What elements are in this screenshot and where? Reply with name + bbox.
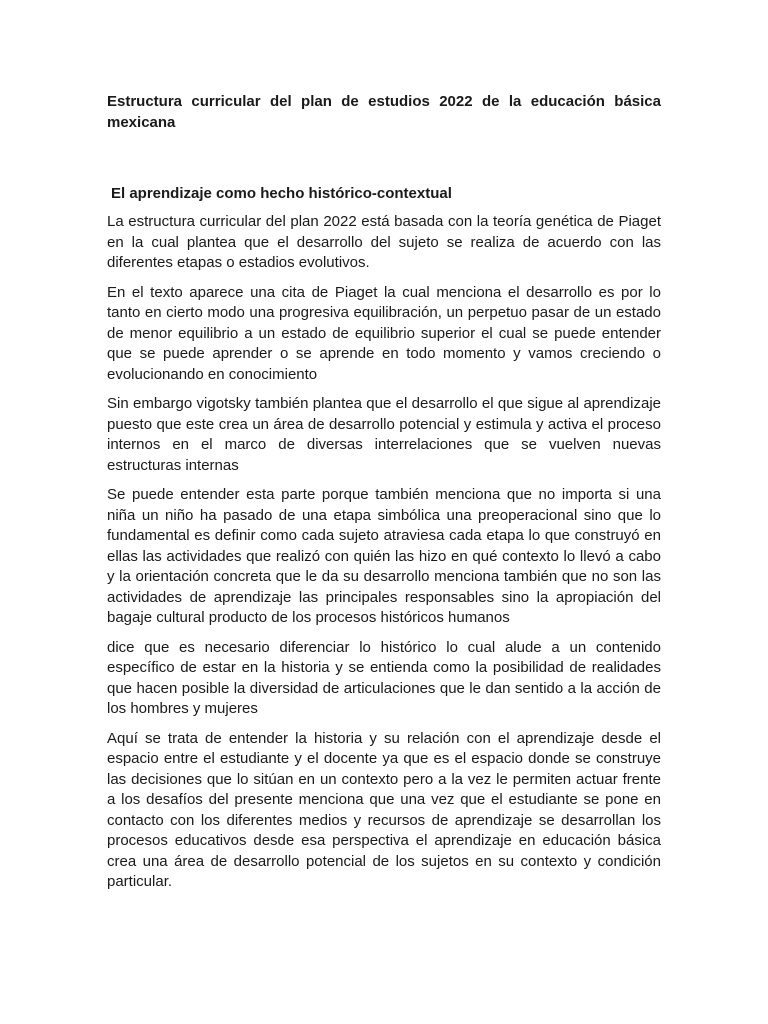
document-title: Estructura curricular del plan de estudios 2022 de la educación básica mexicana — [107, 93, 661, 131]
paragraph-6: Aquí se trata de entender la historia y su relación con el aprendizaje desde el espacio entre el estudiante y el docente ya que es el espacio donde se construye las decisiones que lo sitúan en un contexto pero a la vez le permiten actuar frente a los desafíos del presente menciona que una vez que el estudiante se pone en contacto con los diferentes medios y recursos de aprendizaje se desarrollan los procesos educativos desde esa perspectiva el aprendizaje en educación básica crea una área de desarrollo potencial de los sujetos en su contexto y condición particular. — [107, 729, 661, 890]
paragraph-3: Sin embargo vigotsky también plantea que el desarrollo el que sigue al aprendizaje puesto que este crea un área de desarrollo potencial y estimula y activa el proceso internos en el marco de diversas interrelaciones que se vuelven nuevas estructuras internas — [107, 395, 661, 474]
section-heading: El aprendizaje como hecho histórico-contextual — [111, 185, 452, 202]
paragraph-1: La estructura curricular del plan 2022 está basada con la teoría genética de Piaget en la cual plantea que el desarrollo del sujeto se realiza de acuerdo con las diferentes etapas o estadios evolutivos. — [107, 213, 661, 271]
document-page — [107, 91, 661, 893]
paragraph-4: Se puede entender esta parte porque también menciona que no importa si una niña un niño ha pasado de una etapa simbólica una preoperacional sino que lo fundamental es definir como cada sujeto atraviesa cada etapa lo que construyó en ellas las actividades que realizó con quién las hizo en qué contexto lo llevó a cabo y la orientación concreta que le da su desarrollo menciona también que no son las actividades de aprendizaje las principales responsables sino la apropiación del bagaje cultural producto de los procesos históricos humanos — [107, 486, 661, 626]
paragraph-2: En el texto aparece una cita de Piaget la cual menciona el desarrollo es por lo tanto en cierto modo una progresiva equilibración, un perpetuo pasar de un estado de menor equilibrio a un estado de equilibrio superior el cual se puede entender que se puede aprender o se aprende en todo momento y vamos creciendo o evolucionando en conocimiento — [107, 283, 661, 383]
paragraph-5: dice que es necesario diferenciar lo histórico lo cual alude a un contenido específico de estar en la historia y se entienda como la posibilidad de realidades que hacen posible la diversidad de articulaciones que le dan sentido a la acción de los hombres y mujeres — [107, 638, 661, 717]
